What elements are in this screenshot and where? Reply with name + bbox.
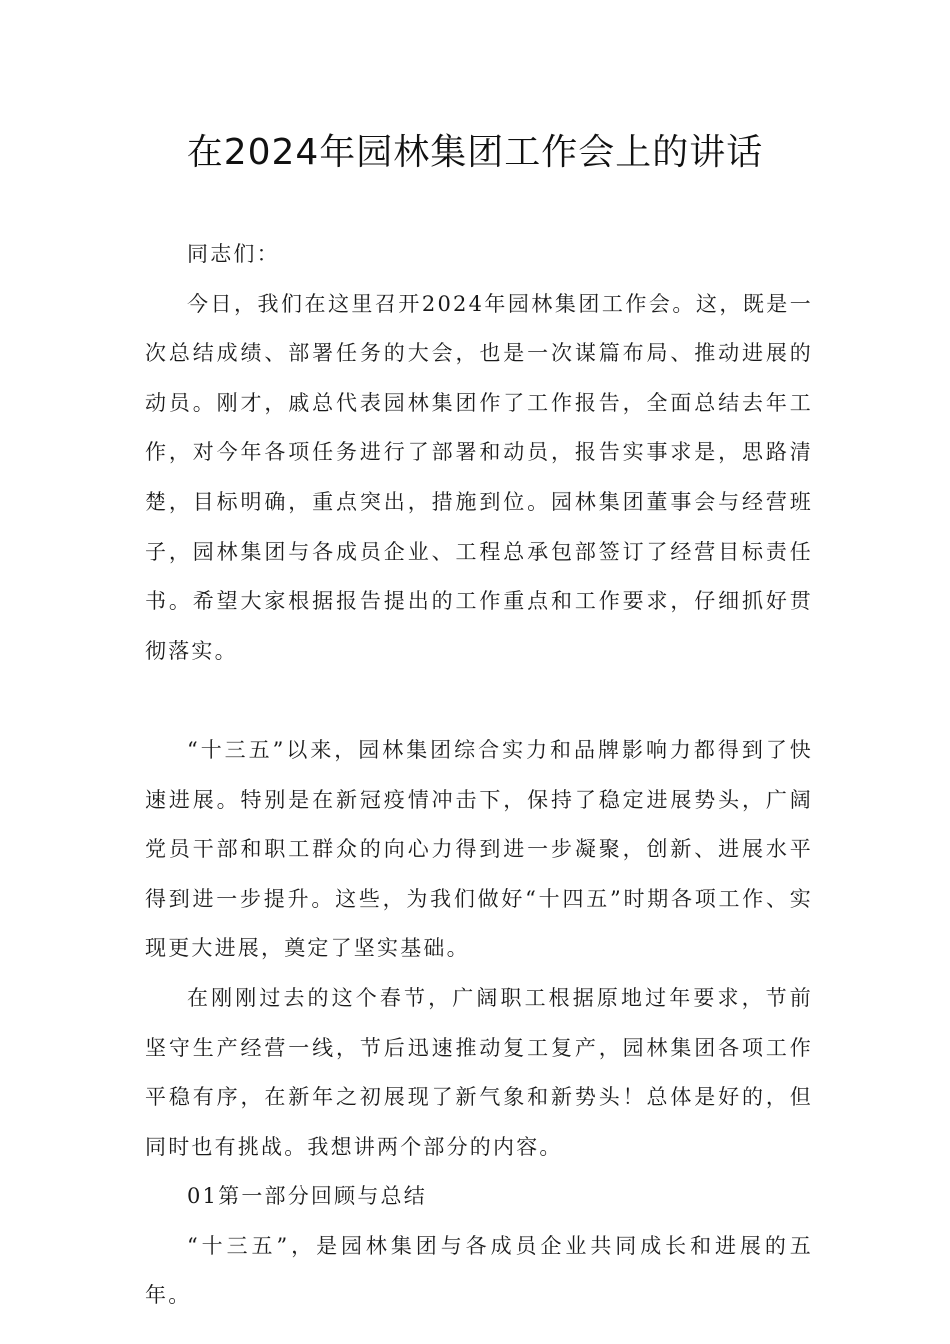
document-title: 在2024年园林集团工作会上的讲话 xyxy=(186,132,764,173)
document-body xyxy=(145,230,813,1321)
salutation-paragraph: 同志们： xyxy=(187,242,280,266)
body-paragraph: “十三五”，是园林集团与各成员企业共同成长和进展的五年。 xyxy=(145,1233,813,1308)
body-paragraph: 今日，我们在这里召开2024年园林集团工作会。这，既是一次总结成绩、部署任务的大会，也是一次谋篇布局、推动进展的动员。刚才，戚总代表园林集团作了工作报告，全面总结去年工作，对今年各项任务进行了部署和动员，报告实事求是，思路清楚，目标明确，重点突出，措施到位。园林集团董事会与经营班子，园林集团与各成员企业、工程总承包部签订了经营目标责任书。希望大家根据报告提出的工作重点和工作要求，仔细抓好贯彻落实。 xyxy=(145,291,813,663)
section-heading: 01第一部分回顾与总结 xyxy=(187,1184,427,1209)
paragraph-spacer xyxy=(145,676,813,726)
body-paragraph: 在刚刚过去的这个春节，广阔职工根据原地过年要求，节前坚守生产经营一线，节后迅速推动复工复产，园林集团各项工作平稳有序，在新年之初展现了新气象和新势头！总体是好的，但同时也有挑战。我想讲两个部分的内容。 xyxy=(145,985,813,1159)
body-paragraph: “十三五”以来，园林集团综合实力和品牌影响力都得到了快速进展。特别是在新冠疫情冲击下，保持了稳定进展势头，广阔党员干部和职工群众的向心力得到进一步凝聚，创新、进展水平得到进一步提升。这些，为我们做好“十四五”时期各项工作、实现更大进展，奠定了坚实基础。 xyxy=(145,737,813,961)
